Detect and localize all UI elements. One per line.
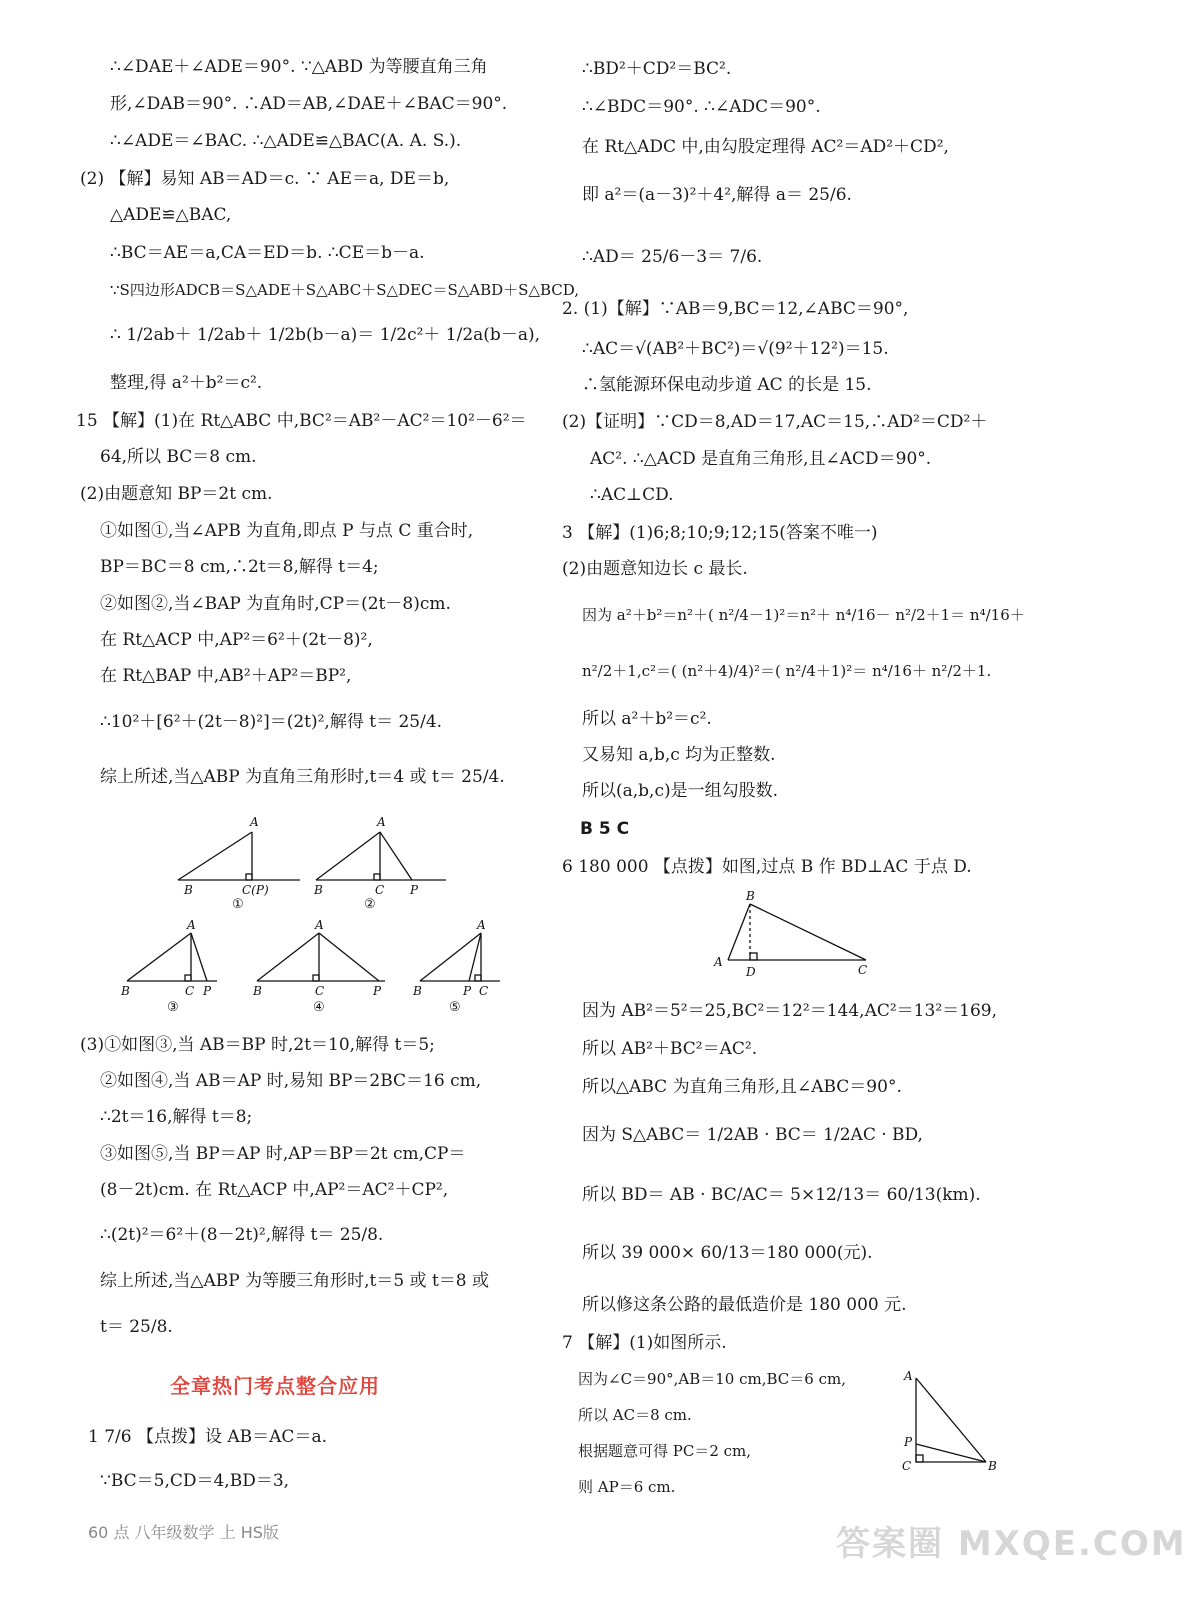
text-line: ∴AC＝√(AB²＋BC²)＝√(9²＋12²)＝15. bbox=[582, 339, 889, 359]
text-line: ∵S四边形ADCB＝S△ADE＋S△ABC＋S△DEC＝S△ABD＋S△BCD, bbox=[110, 281, 580, 299]
text-line: ∴(2t)²＝6²＋(8－2t)²,解得 t＝ 25/8. bbox=[100, 1225, 384, 1245]
fig-label-c: C bbox=[315, 984, 325, 998]
text-line: 所以 a²＋b²＝c². bbox=[582, 709, 712, 729]
text-line: ∴AC⊥CD. bbox=[590, 485, 674, 505]
text-line: 因为 a²＋b²＝n²＋( n²/4－1)²＝n²＋ n⁴/16－ n²/2＋1＝ n⁴/16＋ bbox=[582, 606, 1025, 624]
text-line: (8－2t)cm. 在 Rt△ACP 中,AP²＝AC²＋CP², bbox=[100, 1180, 449, 1200]
fig-label-d: D bbox=[746, 965, 756, 979]
text-line: 2. (1)【解】∵AB＝9,BC＝12,∠ABC＝90°, bbox=[562, 299, 909, 319]
text-line: B 5 C bbox=[580, 819, 630, 839]
text-line: 64,所以 BC＝8 cm. bbox=[100, 447, 257, 467]
text-line: ∴∠ADE＝∠BAC. ∴△ADE≌△BAC(A. A. S.). bbox=[110, 131, 462, 151]
fig-number-5: ⑤ bbox=[449, 1000, 461, 1015]
text-line: ∴10²＋[6²＋(2t－8)²]＝(2t)²,解得 t＝ 25/4. bbox=[100, 712, 443, 732]
text-line: 所以△ABC 为直角三角形,且∠ABC＝90°. bbox=[582, 1077, 902, 1097]
text-line: 因为∠C＝90°,AB＝10 cm,BC＝6 cm, bbox=[578, 1370, 846, 1388]
text-line: ∴2t＝16,解得 t＝8; bbox=[100, 1107, 253, 1127]
text-line: 15 【解】(1)在 Rt△ABC 中,BC²＝AB²－AC²＝10²－6²＝ bbox=[76, 411, 527, 431]
text-line: 所以修这条公路的最低造价是 180 000 元. bbox=[582, 1295, 907, 1315]
fig-label-b: B bbox=[121, 984, 130, 998]
fig-label-cp: C(P) bbox=[242, 883, 269, 897]
fig-label-p: P bbox=[203, 984, 212, 998]
fig-label-p: P bbox=[904, 1435, 913, 1449]
text-line: (2)由题意知 BP＝2t cm. bbox=[80, 484, 273, 504]
fig-label-a: A bbox=[477, 918, 486, 932]
page-footer: 60 点 八年级数学 上 HS版 bbox=[88, 1523, 279, 1542]
fig-label-p: P bbox=[410, 883, 419, 897]
text-line: 又易知 a,b,c 均为正整数. bbox=[582, 745, 776, 765]
text-line: 所以 AC＝8 cm. bbox=[578, 1406, 692, 1424]
text-line: ∴氢能源环保电动步道 AC 的长是 15. bbox=[582, 375, 872, 395]
fig-label-p: P bbox=[463, 984, 472, 998]
text-line: 整理,得 a²＋b²＝c². bbox=[110, 373, 263, 393]
text-line: 3 【解】(1)6;8;10;9;12;15(答案不唯一) bbox=[562, 523, 878, 543]
fig-label-a: A bbox=[250, 815, 259, 829]
text-line: ∴BC＝AE＝a,CA＝ED＝b. ∴CE＝b－a. bbox=[110, 243, 425, 263]
text-line: 即 a²＝(a－3)²＋4²,解得 a＝ 25/6. bbox=[582, 185, 852, 205]
fig-number-1: ① bbox=[232, 897, 244, 912]
text-line: (3)①如图③,当 AB＝BP 时,2t＝10,解得 t＝5; bbox=[80, 1035, 435, 1055]
fig-label-c: C bbox=[375, 883, 385, 897]
text-line: 在 Rt△BAP 中,AB²＋AP²＝BP², bbox=[100, 666, 352, 686]
fig-label-b: B bbox=[184, 883, 193, 897]
text-line: ∴ 1/2ab＋ 1/2ab＋ 1/2b(b－a)＝ 1/2c²＋ 1/2a(b－a), bbox=[110, 325, 540, 345]
text-line: ②如图④,当 AB＝AP 时,易知 BP＝2BC＝16 cm, bbox=[100, 1071, 482, 1091]
fig-label-c: C bbox=[479, 984, 489, 998]
text-line: BP＝BC＝8 cm,∴2t＝8,解得 t＝4; bbox=[100, 557, 379, 577]
text-line: 所以 AB²＋BC²＝AC². bbox=[582, 1039, 758, 1059]
text-line: 根据题意可得 PC＝2 cm, bbox=[578, 1442, 752, 1460]
text-line: ∴∠DAE＋∠ADE＝90°. ∵△ABD 为等腰直角三角 bbox=[110, 57, 488, 77]
text-line: 7 【解】(1)如图所示. bbox=[562, 1333, 727, 1353]
fig-label-b: B bbox=[253, 984, 262, 998]
fig-label-b: B bbox=[314, 883, 323, 897]
text-line: t＝ 25/8. bbox=[100, 1317, 173, 1337]
fig-label-b: B bbox=[413, 984, 422, 998]
figure-triangle-abc bbox=[706, 890, 886, 990]
text-line: (2)由题意知边长 c 最长. bbox=[562, 559, 748, 579]
text-line: ②如图②,当∠BAP 为直角时,CP＝(2t－8)cm. bbox=[100, 594, 451, 614]
text-line: 所以 BD＝ AB · BC/AC＝ 5×12/13＝ 60/13(km). bbox=[582, 1185, 981, 1205]
text-line: 因为 AB²＝5²＝25,BC²＝12²＝144,AC²＝13²＝169, bbox=[582, 1001, 997, 1021]
text-line: 综上所述,当△ABP 为等腰三角形时,t＝5 或 t＝8 或 bbox=[100, 1271, 489, 1291]
figure-row-2 bbox=[115, 917, 515, 1017]
text-line: ∴AD＝ 25/6－3＝ 7/6. bbox=[582, 247, 763, 267]
text-line: ∵BC＝5,CD＝4,BD＝3, bbox=[100, 1471, 290, 1491]
text-line: 所以(a,b,c)是一组勾股数. bbox=[582, 781, 779, 801]
text-line: 因为 S△ABC＝ 1/2AB · BC＝ 1/2AC · BD, bbox=[582, 1125, 923, 1145]
watermark: 答案圈 MXQE.COM bbox=[836, 1524, 1187, 1564]
fig-label-c: C bbox=[858, 963, 868, 977]
fig-label-b: B bbox=[988, 1459, 997, 1473]
text-line: 1 7/6 【点拨】设 AB＝AC＝a. bbox=[88, 1427, 327, 1447]
text-line: 则 AP＝6 cm. bbox=[578, 1478, 676, 1496]
figure-row-1 bbox=[170, 812, 460, 912]
fig-label-a: A bbox=[187, 918, 196, 932]
text-line: ①如图①,当∠APB 为直角,即点 P 与点 C 重合时, bbox=[100, 521, 474, 541]
fig-label-a: A bbox=[315, 918, 324, 932]
text-line: 形,∠DAB＝90°. ∴AD＝AB,∠DAE＋∠BAC＝90°. bbox=[110, 94, 508, 114]
text-line: ③如图⑤,当 BP＝AP 时,AP＝BP＝2t cm,CP＝ bbox=[100, 1144, 466, 1164]
text-line: ∴∠BDC＝90°. ∴∠ADC＝90°. bbox=[582, 97, 821, 117]
text-line: 在 Rt△ADC 中,由勾股定理得 AC²＝AD²＋CD², bbox=[582, 137, 949, 157]
text-line: n²/2＋1,c²＝( (n²＋4)/4)²＝( n²/4＋1)²＝ n⁴/16＋ n²/2＋1. bbox=[582, 662, 992, 680]
fig-label-b: B bbox=[746, 889, 755, 903]
section-title: 全章热门考点整合应用 bbox=[170, 1374, 380, 1398]
fig-label-c: C bbox=[902, 1459, 912, 1473]
text-line: 综上所述,当△ABP 为直角三角形时,t＝4 或 t＝ 25/4. bbox=[100, 767, 505, 787]
text-line: 6 180 000 【点拨】如图,过点 B 作 BD⊥AC 于点 D. bbox=[562, 857, 972, 877]
text-line: AC². ∴△ACD 是直角三角形,且∠ACD＝90°. bbox=[590, 449, 932, 469]
text-line: 所以 39 000× 60/13＝180 000(元). bbox=[582, 1243, 873, 1263]
fig-number-4: ④ bbox=[313, 1000, 325, 1015]
text-line: △ADE≌△BAC, bbox=[110, 205, 232, 225]
fig-label-a: A bbox=[377, 815, 386, 829]
fig-label-p: P bbox=[373, 984, 382, 998]
fig-label-c: C bbox=[185, 984, 195, 998]
fig-label-a: A bbox=[714, 955, 723, 969]
text-line: 在 Rt△ACP 中,AP²＝6²＋(2t－8)², bbox=[100, 630, 373, 650]
text-line: (2) 【解】易知 AB＝AD＝c. ∵ AE＝a, DE＝b, bbox=[80, 169, 450, 189]
text-line: ∴BD²＋CD²＝BC². bbox=[582, 59, 732, 79]
fig-number-3: ③ bbox=[167, 1000, 179, 1015]
fig-number-2: ② bbox=[364, 897, 376, 912]
fig-label-a: A bbox=[904, 1369, 913, 1383]
figure-triangle-apcb bbox=[896, 1366, 1006, 1476]
text-line: (2)【证明】∵CD＝8,AD＝17,AC＝15,∴AD²＝CD²＋ bbox=[562, 412, 988, 432]
